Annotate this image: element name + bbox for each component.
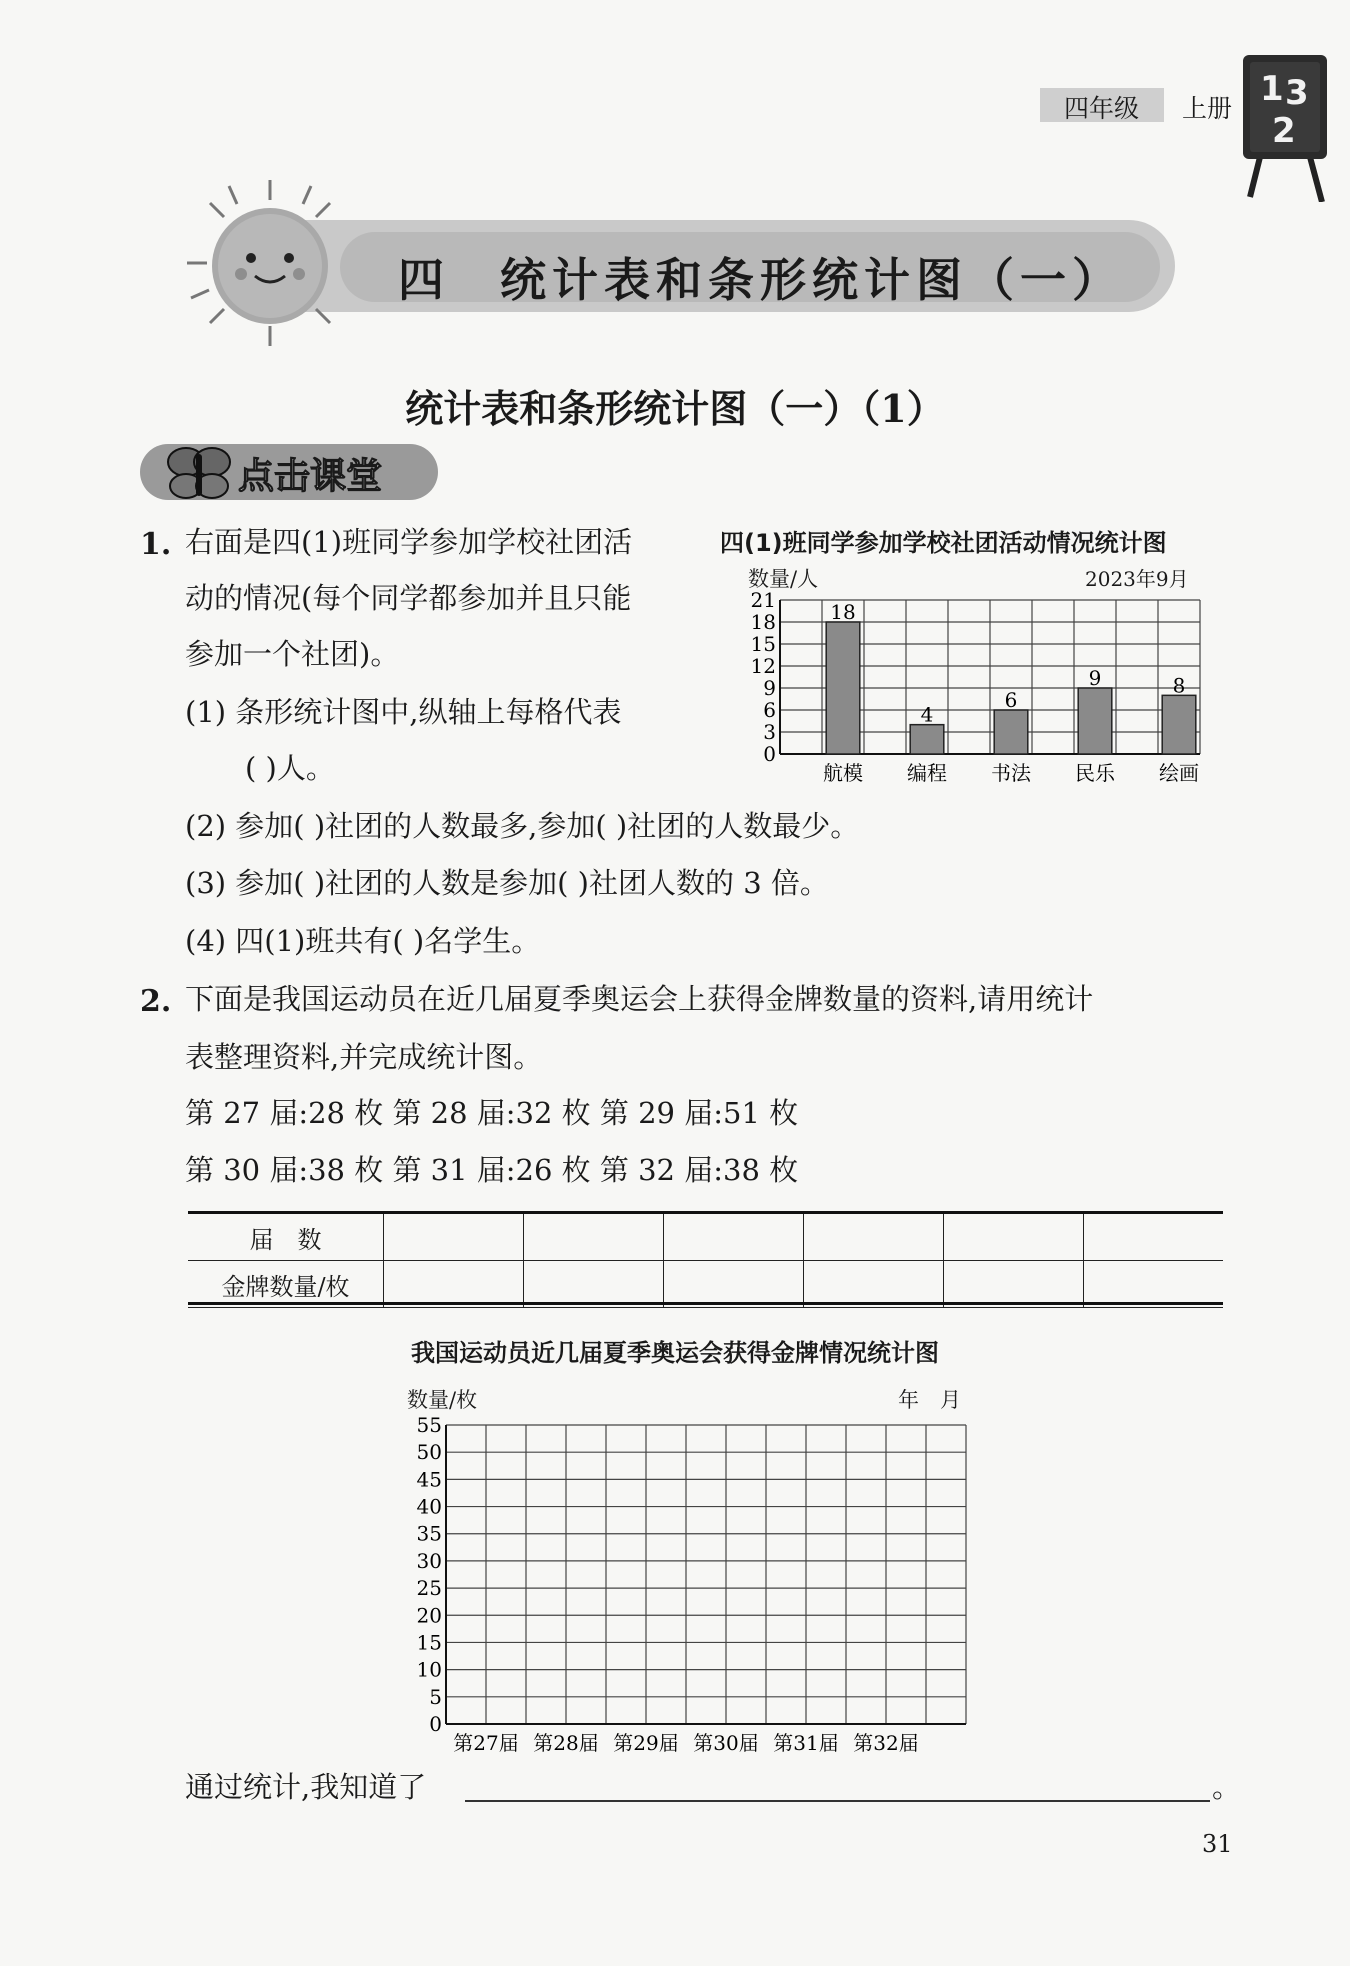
question-text: 右面是四(1)班同学参加学校社团活 <box>185 525 633 559</box>
x-tick-label: 第30届 <box>693 1731 759 1755</box>
y-tick-label: 6 <box>763 698 776 722</box>
question-number: 1. <box>140 527 172 562</box>
chart1-title: 四(1)班同学参加学校社团活动情况统计图 <box>720 529 1167 557</box>
butterfly-icon <box>160 440 240 506</box>
subquestion-text: (1) 条形统计图中,纵轴上每格代表 <box>185 695 622 729</box>
x-tick-label: 第27届 <box>453 1731 519 1755</box>
question-text: 表整理资料,并完成统计图。 <box>185 1040 543 1074</box>
table-header: 届 数 <box>188 1214 384 1261</box>
table-row <box>188 1214 1223 1261</box>
y-tick-label: 45 <box>416 1467 442 1492</box>
x-tick-label: 绘画 <box>1159 761 1199 785</box>
table-bottom-rule <box>188 1302 1223 1305</box>
chart2-date: 年 月 <box>898 1388 961 1412</box>
table-cell[interactable] <box>1084 1214 1224 1261</box>
chart2-ylabel: 数量/枚 <box>407 1388 478 1412</box>
y-tick-label: 30 <box>416 1548 442 1573</box>
table-cell[interactable] <box>944 1261 1084 1308</box>
y-tick-label: 50 <box>416 1440 442 1465</box>
logo-digit: 1 <box>1260 69 1284 109</box>
blackboard-logo <box>1240 52 1330 202</box>
bar <box>1078 688 1112 754</box>
chart1-bar-chart <box>735 590 1215 790</box>
x-tick-label: 第29届 <box>613 1731 679 1755</box>
y-tick-label: 21 <box>750 590 776 612</box>
logo-digit: 3 <box>1285 73 1309 113</box>
term-label: 上册 <box>1182 94 1233 123</box>
chapter-title: 统计表和条形统计图（一） <box>500 253 1124 307</box>
table-header: 金牌数量/枚 <box>188 1261 384 1308</box>
subquestion-text[interactable]: (2) 参加( )社团的人数最多,参加( )社团的人数最少。 <box>185 809 860 843</box>
y-tick-label: 10 <box>416 1657 442 1682</box>
table-cell[interactable] <box>804 1214 944 1261</box>
x-tick-label: 编程 <box>907 761 947 785</box>
x-tick-label: 书法 <box>991 761 1031 785</box>
bar <box>826 622 860 754</box>
lesson-title: 统计表和条形统计图（一）（1） <box>405 386 945 431</box>
data-line: 第 30 届:38 枚 第 31 届:26 枚 第 32 届:38 枚 <box>185 1153 799 1187</box>
data-line: 第 27 届:28 枚 第 28 届:32 枚 第 29 届:51 枚 <box>185 1096 799 1130</box>
y-tick-label: 0 <box>429 1712 442 1736</box>
table-cell[interactable] <box>384 1214 524 1261</box>
table-cell[interactable] <box>944 1214 1084 1261</box>
subquestion-text[interactable]: (4) 四(1)班共有( )名学生。 <box>185 924 541 958</box>
bar <box>1162 695 1196 754</box>
chart1-ylabel: 数量/人 <box>748 567 819 591</box>
chart1-date: 2023年9月 <box>1085 567 1189 591</box>
answer-blank[interactable]: ( )人。 <box>245 751 335 785</box>
y-tick-label: 35 <box>416 1521 442 1546</box>
bar-value-label: 8 <box>1172 673 1186 698</box>
bar-value-label: 4 <box>920 702 934 727</box>
bar-value-label: 6 <box>1004 688 1018 712</box>
bar-value-label: 18 <box>830 600 856 624</box>
chapter-number: 四 <box>398 253 444 307</box>
y-tick-label: 3 <box>763 720 776 744</box>
stats-table <box>188 1213 1223 1308</box>
y-tick-label: 25 <box>416 1576 442 1601</box>
y-tick-label: 5 <box>429 1684 442 1709</box>
table-cell[interactable] <box>1084 1261 1224 1308</box>
question-text: 动的情况(每个同学都参加并且只能 <box>185 581 632 615</box>
bar <box>994 710 1028 754</box>
grade-label: 四年级 <box>1064 94 1140 123</box>
chart2-title: 我国运动员近几届夏季奥运会获得金牌情况统计图 <box>411 1339 939 1367</box>
x-tick-label: 民乐 <box>1075 761 1115 785</box>
subquestion-text[interactable]: (3) 参加( )社团的人数是参加( )社团人数的 3 倍。 <box>185 866 829 900</box>
logo-digit: 2 <box>1272 111 1296 151</box>
bar <box>910 725 944 754</box>
table-cell[interactable] <box>384 1261 524 1308</box>
table-cell[interactable] <box>524 1214 664 1261</box>
x-tick-label: 第28届 <box>533 1731 599 1755</box>
bar-value-label: 9 <box>1088 666 1102 690</box>
y-tick-label: 20 <box>416 1603 442 1628</box>
summary-text: 通过统计,我知道了 <box>185 1770 427 1804</box>
question-text: 下面是我国运动员在近几届夏季奥运会上获得金牌数量的资料,请用统计 <box>185 982 1094 1016</box>
table-row <box>188 1261 1223 1308</box>
sun-icon <box>185 178 355 348</box>
x-tick-label: 第32届 <box>853 1731 919 1755</box>
chart2-bar-chart[interactable] <box>400 1410 980 1760</box>
table-cell[interactable] <box>804 1261 944 1308</box>
y-tick-label: 0 <box>763 742 776 766</box>
y-tick-label: 12 <box>750 654 776 678</box>
y-tick-label: 15 <box>416 1630 442 1655</box>
table-cell[interactable] <box>664 1214 804 1261</box>
section-tag-label: 点击课堂 <box>238 456 383 497</box>
page-number: 31 <box>1202 1830 1233 1858</box>
summary-answer-line[interactable] <box>465 1800 1210 1802</box>
y-tick-label: 18 <box>750 610 776 634</box>
x-tick-label: 第31届 <box>773 1731 839 1755</box>
y-tick-label: 55 <box>416 1413 442 1437</box>
y-tick-label: 9 <box>763 676 776 700</box>
x-tick-label: 航模 <box>823 761 863 785</box>
y-tick-label: 40 <box>416 1494 442 1519</box>
summary-end: 。 <box>1212 1770 1242 1804</box>
y-tick-label: 15 <box>750 632 776 656</box>
table-top-rule <box>188 1211 1223 1214</box>
table-cell[interactable] <box>524 1261 664 1308</box>
question-number: 2. <box>140 984 172 1019</box>
question-text: 参加一个社团)。 <box>185 637 400 671</box>
table-cell[interactable] <box>664 1261 804 1308</box>
